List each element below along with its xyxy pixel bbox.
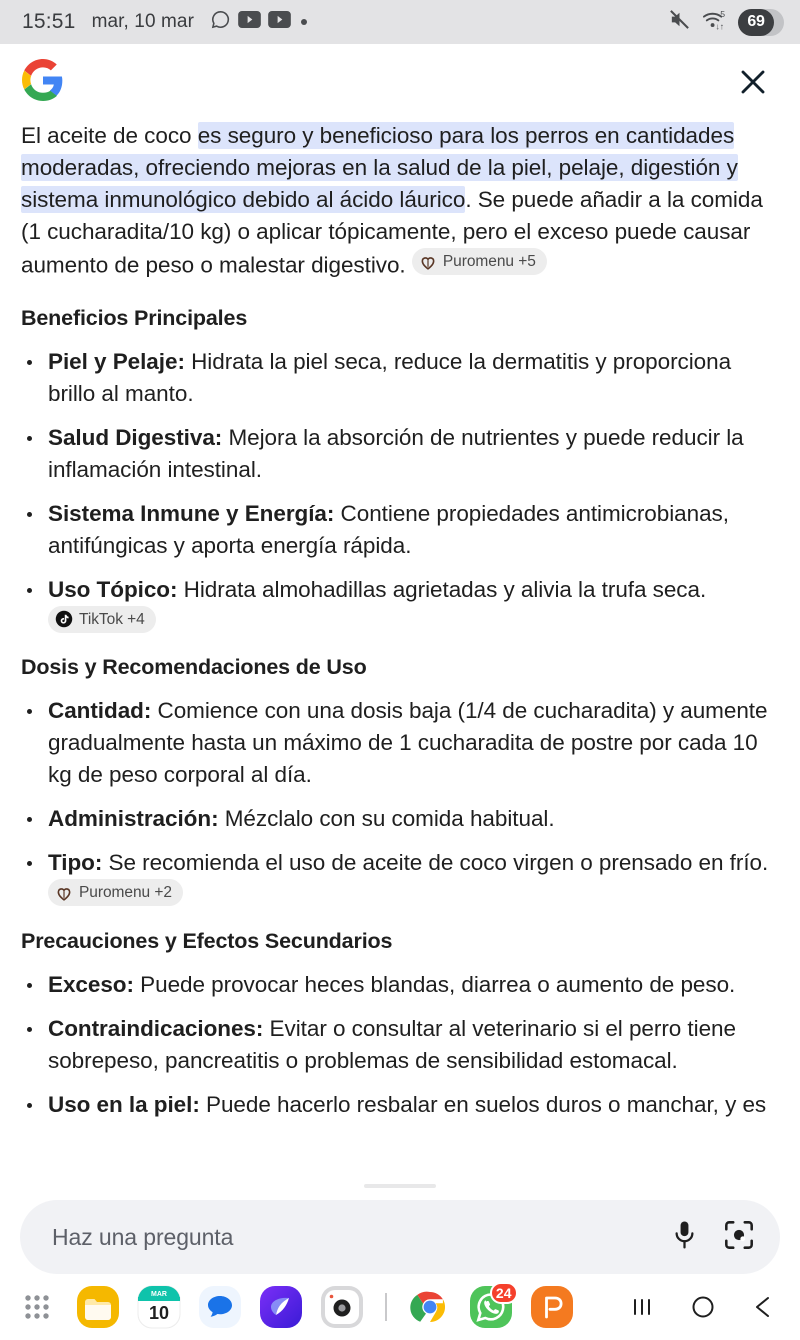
status-bar-date: mar, 10 mar	[91, 11, 195, 32]
youtube-icon	[238, 11, 261, 33]
microphone-icon[interactable]	[671, 1220, 698, 1255]
source-chip[interactable]	[48, 879, 183, 906]
list-item-term: Tipo:	[48, 850, 103, 875]
whatsapp-badge: 24	[490, 1282, 518, 1304]
list-item-text: Se recomienda el uso de aceite de coco virgen o prensado en frío.	[102, 850, 769, 875]
list-item	[21, 803, 780, 835]
wifi-icon	[702, 8, 727, 37]
list-item	[21, 346, 780, 410]
ai-overview-content	[0, 120, 800, 1121]
list-item-text: Hidrata la piel seca, reduce la dermatitis y proporciona brillo al manto.	[48, 348, 732, 406]
recents-button[interactable]	[620, 1285, 664, 1329]
search-actions	[671, 1220, 754, 1255]
list-item-text: Evitar o consultar al veterinario si el perro tiene sobrepeso, pancreatitis o problemas de sensibilidad estomacal.	[48, 1015, 736, 1073]
section-list	[21, 695, 780, 913]
list-item-text: Contiene propiedades antimicrobianas, antifúngicas y aporta energía rápida.	[48, 500, 729, 558]
battery-indicator	[738, 9, 784, 36]
status-bar	[0, 0, 800, 44]
taskbar	[0, 1274, 800, 1340]
list-item-term: Uso Tópico:	[48, 576, 178, 602]
highlighted-answer: es seguro y beneficioso para los perros en cantidades moderadas, ofreciendo mejoras en la salud de la piel, pelaje, digestión y sistema inmunológico debido al ácido láurico	[21, 123, 738, 212]
list-item-text: Puede hacerlo resbalar en suelos duros o manchar, y es	[199, 1091, 767, 1117]
back-button[interactable]	[742, 1285, 786, 1329]
list-item-term: Piel y Pelaje:	[48, 348, 185, 374]
intro-paragraph	[21, 120, 780, 282]
google-logo-icon	[22, 59, 64, 106]
p-app-icon[interactable]	[530, 1285, 574, 1329]
panel-header	[0, 44, 800, 120]
section-heading: Dosis y Recomendaciones de Uso	[21, 655, 367, 679]
mute-icon	[668, 8, 691, 36]
svg-text:5: 5	[720, 8, 726, 19]
files-icon[interactable]	[76, 1285, 120, 1329]
list-item	[21, 498, 780, 562]
app-drawer-icon[interactable]	[15, 1285, 59, 1329]
list-item	[21, 574, 780, 640]
calendar-icon[interactable]	[137, 1285, 181, 1329]
list-item-text: Hidrata almohadillas agrietadas y alivia la trufa seca.	[177, 576, 707, 602]
list-item-text: Puede provocar heces blandas, diarrea o aumento de peso.	[133, 971, 736, 997]
list-item-term: Exceso:	[48, 971, 134, 997]
list-item	[21, 1089, 780, 1121]
list-item	[21, 695, 780, 791]
chrome-icon[interactable]	[408, 1285, 452, 1329]
puromenu-logo-icon	[419, 253, 437, 271]
list-item-term: Sistema Inmune y Energía:	[48, 500, 335, 526]
source-chip-label: Puromenu +2	[79, 884, 172, 901]
source-chip[interactable]	[48, 606, 156, 633]
svg-text:↓↑: ↓↑	[715, 21, 725, 32]
list-item-text: Mejora la absorción de nutrientes y puede reducir la inflamación intestinal.	[48, 424, 744, 482]
search-input[interactable]: Haz una pregunta	[52, 1223, 234, 1250]
section-heading: Beneficios Principales	[21, 305, 248, 330]
camera-icon[interactable]	[320, 1285, 364, 1329]
dot-indicator-icon	[301, 19, 307, 25]
list-item-term: Uso en la piel:	[48, 1091, 200, 1117]
source-chip-label: TikTok +4	[79, 610, 145, 628]
section-heading: Precauciones y Efectos Secundarios	[21, 928, 393, 953]
puromenu-logo-icon	[55, 884, 73, 902]
list-item-text: Mézclalo con su comida habitual.	[218, 806, 555, 831]
status-bar-system-icons	[668, 8, 784, 37]
list-item-term: Cantidad:	[48, 698, 152, 723]
home-button[interactable]	[681, 1285, 725, 1329]
list-item	[21, 422, 780, 486]
list-item-term: Salud Digestiva:	[48, 424, 223, 450]
dock-divider	[385, 1293, 387, 1321]
whatsapp-icon	[210, 9, 231, 35]
status-bar-notification-icons	[210, 9, 307, 35]
drag-handle[interactable]	[364, 1184, 436, 1188]
list-item-term: Administración:	[48, 806, 219, 831]
svg-text:10: 10	[148, 1303, 169, 1323]
messages-icon[interactable]	[198, 1285, 242, 1329]
samsung-internet-icon[interactable]	[259, 1285, 303, 1329]
battery-level: 69	[747, 13, 765, 30]
list-item	[21, 1013, 780, 1077]
search-panel	[0, 1184, 800, 1274]
list-item	[21, 847, 780, 913]
source-chip[interactable]	[412, 248, 547, 275]
tiktok-icon	[55, 610, 73, 628]
google-lens-icon[interactable]	[724, 1220, 754, 1255]
youtube-icon	[268, 11, 291, 33]
status-bar-time: 15:51	[22, 10, 76, 33]
intro-text-after: . Se puede añadir a la comida (1 cucharadita/10 kg) o aplicar tópicamente, pero el exceso puede causar aumento de peso o malestar digestivo.	[21, 187, 763, 278]
list-item-term: Contraindicaciones:	[48, 1015, 264, 1041]
search-bar[interactable]	[20, 1200, 780, 1274]
intro-text-before: El aceite de coco	[21, 123, 198, 148]
svg-text:MAR: MAR	[150, 1291, 167, 1298]
section-list	[21, 346, 780, 640]
list-item-text: Comience con una dosis baja (1/4 de cucharadita) y aumente gradualmente hasta un máximo de 1 cucharadita de postre por cada 10 kg de peso corporal al día.	[48, 698, 768, 787]
list-item	[21, 969, 780, 1001]
whatsapp-icon[interactable]	[469, 1285, 513, 1329]
close-button[interactable]	[736, 65, 770, 99]
section-list	[21, 969, 780, 1121]
source-chip-label: Puromenu +5	[442, 253, 536, 270]
